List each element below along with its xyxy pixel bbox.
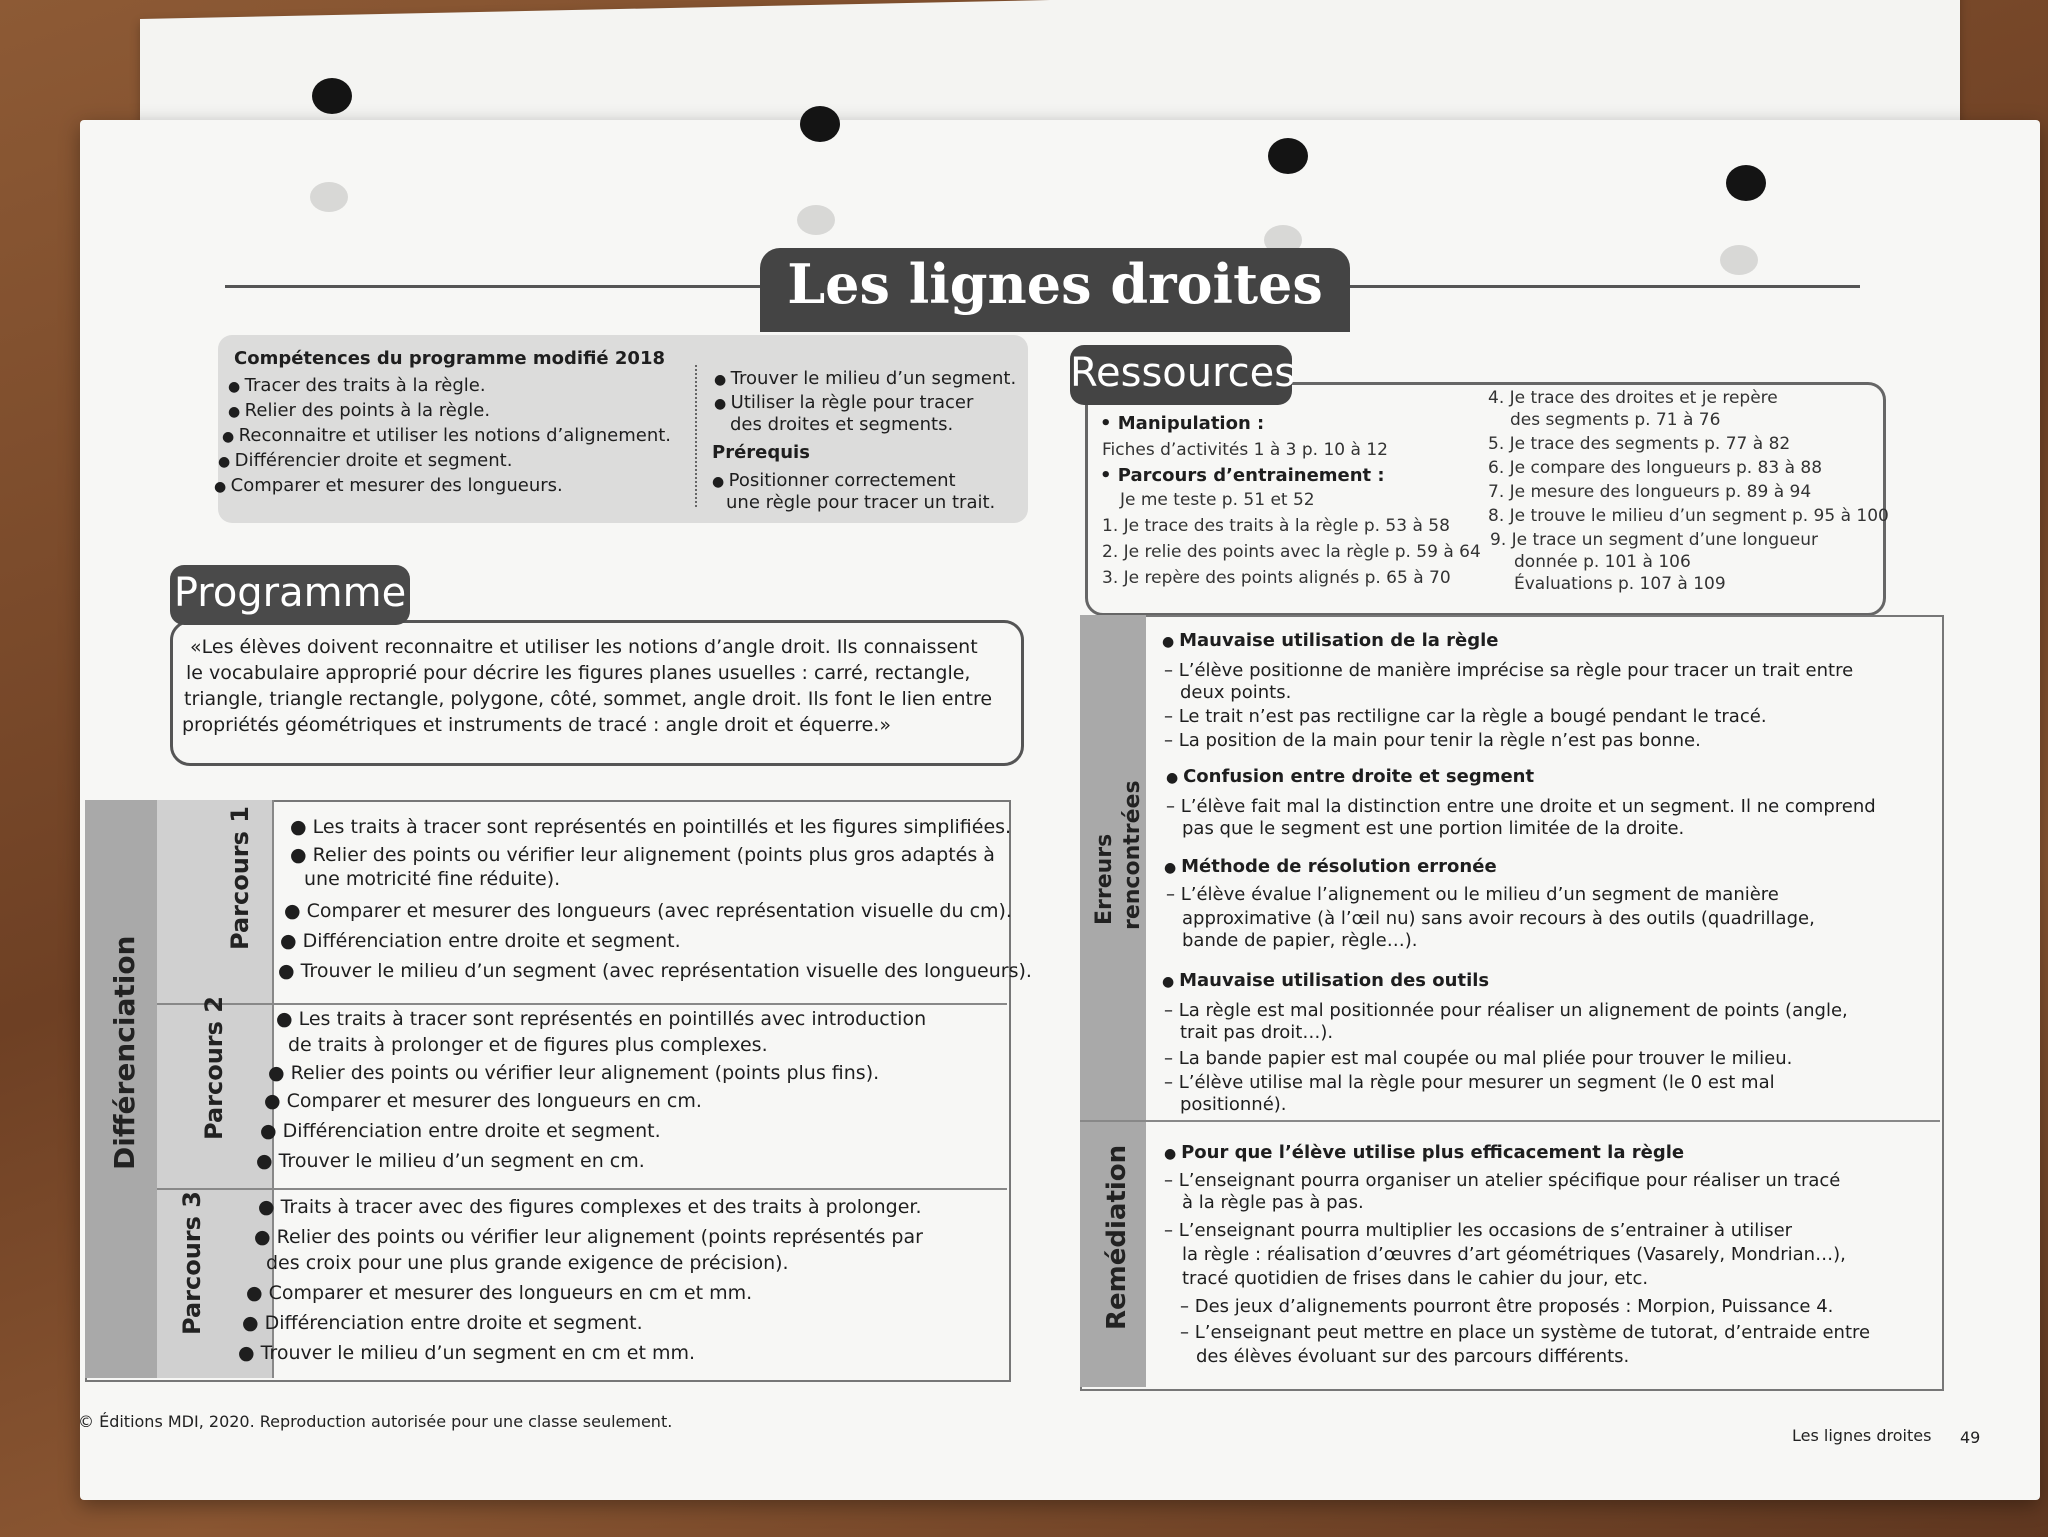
parcours-line: ● Les traits à tracer sont représentés en pointillés et les figures simplifiées.: [290, 816, 1012, 838]
resource-item: 3. Je repère des points alignés p. 65 à 70: [1102, 568, 1451, 588]
competence-item: ● Différencier droite et segment.: [218, 450, 512, 471]
resource-item-cont: donnée p. 101 à 106: [1514, 552, 1691, 572]
parcours-line: ● Comparer et mesurer des longueurs en cm.: [264, 1090, 702, 1112]
remediation-line: – L’enseignant pourra multiplier les occasions de s’entrainer à utiliser: [1164, 1220, 1793, 1241]
erreurs-label: Erreurs: [1092, 833, 1117, 925]
competence-item: ● Comparer et mesurer des longueurs.: [214, 475, 563, 496]
parcours-line: de traits à prolonger et de figures plus complexes.: [288, 1034, 768, 1056]
parcours-line: ● Trouver le milieu d’un segment en cm et mm.: [238, 1342, 696, 1364]
competence-item: ● Relier des points à la règle.: [228, 400, 490, 421]
erreur-line: – L’élève utilise mal la règle pour mesurer un segment (le 0 est mal: [1164, 1072, 1775, 1093]
remediation-line: à la règle pas à pas.: [1182, 1192, 1364, 1213]
row-divider: [1080, 1120, 1940, 1122]
remediation-line: la règle : réalisation d’œuvres d’art géométriques (Vasarely, Mondrian…),: [1182, 1244, 1846, 1265]
competences-heading: Compétences du programme modifié 2018: [234, 348, 665, 369]
punch-hole: [800, 106, 840, 142]
prereq-item-cont: une règle pour tracer un trait.: [726, 492, 996, 513]
resource-item: 5. Je trace des segments p. 77 à 82: [1488, 434, 1791, 454]
footer-copyright: © Éditions MDI, 2020. Reproduction autorisée pour une classe seulement.: [78, 1412, 673, 1431]
remediation-line: – L’enseignant peut mettre en place un système de tutorat, d’entraide entre: [1180, 1322, 1871, 1343]
parcours-line: ● Relier des points ou vérifier leur alignement (points plus gros adaptés à: [290, 844, 995, 866]
remediation-heading: ● Pour que l’élève utilise plus efficacement la règle: [1164, 1142, 1684, 1163]
erreur-line: deux points.: [1180, 682, 1292, 703]
parcours-line: des croix pour une plus grande exigence de précision).: [266, 1252, 789, 1274]
footer-section: Les lignes droites: [1792, 1426, 1932, 1445]
competence-item: ● Tracer des traits à la règle.: [228, 375, 486, 396]
punch-hole: [310, 182, 348, 212]
erreur-line: – La position de la main pour tenir la règle n’est pas bonne.: [1164, 730, 1701, 751]
programme-quote-line: le vocabulaire approprié pour décrire les figures planes usuelles : carré, rectangle,: [186, 662, 971, 684]
parcours-line: ● Les traits à tracer sont représentés en pointillés avec introduction: [276, 1008, 927, 1030]
competence-item-cont: des droites et segments.: [730, 414, 954, 435]
erreur-line: positionné).: [1180, 1094, 1287, 1115]
programme-quote-line: «Les élèves doivent reconnaitre et utiliser les notions d’angle droit. Ils connaissent: [190, 636, 978, 658]
resource-item: 7. Je mesure des longueurs p. 89 à 94: [1488, 482, 1812, 502]
page-number: 49: [1960, 1428, 1981, 1447]
resource-item: 4. Je trace des droites et je repère: [1488, 388, 1778, 408]
parcours-heading: • Parcours d’entrainement :: [1100, 465, 1385, 486]
parcours-line: ● Trouver le milieu d’un segment en cm.: [256, 1150, 645, 1172]
erreur-line: – Le trait n’est pas rectiligne car la règle a bougé pendant le tracé.: [1164, 706, 1767, 727]
manipulation-text: Fiches d’activités 1 à 3 p. 10 à 12: [1102, 440, 1388, 460]
parcours-2-label: Parcours 2: [200, 996, 228, 1140]
erreur-line: – L’élève évalue l’alignement ou le milieu d’un segment de manière: [1166, 884, 1779, 905]
programme-title: Programme: [173, 570, 407, 616]
erreur-heading: ● Méthode de résolution erronée: [1164, 856, 1497, 877]
parcours-line: ● Différenciation entre droite et segment.: [260, 1120, 661, 1142]
punch-hole: [312, 78, 352, 114]
rencontrees-label: rencontrées: [1120, 780, 1145, 930]
parcours-line: une motricité fine réduite).: [304, 868, 561, 890]
competence-item: ● Reconnaitre et utiliser les notions d’alignement.: [222, 425, 671, 446]
manipulation-heading: • Manipulation :: [1100, 413, 1265, 434]
erreur-heading: ● Confusion entre droite et segment: [1166, 766, 1534, 787]
resource-item: 9. Je trace un segment d’une longueur: [1490, 530, 1818, 550]
resource-item: Évaluations p. 107 à 109: [1514, 574, 1726, 594]
parcours-intro: Je me teste p. 51 et 52: [1120, 490, 1315, 510]
parcours-line: ● Relier des points ou vérifier leur alignement (points représentés par: [254, 1226, 923, 1248]
programme-quote-line: propriétés géométriques et instruments de tracé : angle droit et équerre.»: [182, 714, 891, 736]
erreur-line: approximative (à l’œil nu) sans avoir recours à des outils (quadrillage,: [1182, 908, 1815, 929]
competence-item: ● Utiliser la règle pour tracer: [714, 392, 973, 413]
resource-item-cont: des segments p. 71 à 76: [1510, 410, 1721, 430]
parcours-line: ● Comparer et mesurer des longueurs (avec représentation visuelle du cm).: [284, 900, 1012, 922]
erreur-heading: ● Mauvaise utilisation de la règle: [1162, 630, 1499, 651]
competences-divider: [695, 365, 697, 507]
remediation-line: – Des jeux d’alignements pourront être proposés : Morpion, Puissance 4.: [1180, 1296, 1834, 1317]
erreur-heading: ● Mauvaise utilisation des outils: [1162, 970, 1489, 991]
remediation-line: – L’enseignant pourra organiser un atelier spécifique pour réaliser un tracé: [1164, 1170, 1841, 1191]
resource-item: 1. Je trace des traits à la règle p. 53 à 58: [1102, 516, 1450, 536]
erreur-line: trait pas droit…).: [1180, 1022, 1334, 1043]
prereq-heading: Prérequis: [712, 442, 810, 463]
parcours-line: ● Traits à tracer avec des figures complexes et des traits à prolonger.: [258, 1196, 922, 1218]
remediation-line: des élèves évoluant sur des parcours différents.: [1196, 1346, 1630, 1367]
punch-hole: [797, 205, 835, 235]
programme-quote-line: triangle, triangle rectangle, polygone, côté, sommet, angle droit. Ils font le lien entre: [184, 688, 993, 710]
resource-item: 2. Je relie des points avec la règle p. 59 à 64: [1102, 542, 1481, 562]
competence-item: ● Trouver le milieu d’un segment.: [714, 368, 1016, 389]
row-divider: [157, 1003, 1007, 1005]
punch-hole: [1268, 138, 1308, 174]
remediation-label: Remédiation: [1102, 1144, 1132, 1330]
parcours-line: ● Différenciation entre droite et segment.: [280, 930, 681, 952]
punch-hole: [1720, 245, 1758, 275]
erreur-line: – La bande papier est mal coupée ou mal pliée pour trouver le milieu.: [1164, 1048, 1793, 1069]
erreur-line: – L’élève fait mal la distinction entre une droite et un segment. Il ne comprend: [1166, 796, 1876, 817]
differenciation-label: Différenciation: [108, 935, 141, 1170]
erreur-line: bande de papier, règle…).: [1182, 930, 1418, 951]
parcours-3-label: Parcours 3: [178, 1191, 206, 1335]
erreur-line: – La règle est mal positionnée pour réaliser un alignement de points (angle,: [1164, 1000, 1848, 1021]
resource-item: 8. Je trouve le milieu d’un segment p. 95 à 100: [1488, 506, 1889, 526]
ressources-title: Ressources: [1070, 350, 1296, 396]
page-title: Les lignes droites: [787, 252, 1323, 316]
erreur-line: – L’élève positionne de manière imprécise sa règle pour tracer un trait entre: [1164, 660, 1854, 681]
parcours-line: ● Comparer et mesurer des longueurs en cm et mm.: [246, 1282, 753, 1304]
parcours-line: ● Relier des points ou vérifier leur alignement (points plus fins).: [268, 1062, 880, 1084]
parcours-1-label: Parcours 1: [226, 806, 254, 950]
row-divider: [157, 1188, 1007, 1190]
remediation-line: tracé quotidien de frises dans le cahier du jour, etc.: [1182, 1268, 1649, 1289]
punch-hole: [1726, 165, 1766, 201]
resource-item: 6. Je compare des longueurs p. 83 à 88: [1488, 458, 1823, 478]
prereq-item: ● Positionner correctement: [712, 470, 956, 491]
parcours-line: ● Différenciation entre droite et segment.: [242, 1312, 643, 1334]
erreur-line: pas que le segment est une portion limitée de la droite.: [1182, 818, 1685, 839]
parcours-line: ● Trouver le milieu d’un segment (avec représentation visuelle des longueurs).: [278, 960, 1032, 982]
